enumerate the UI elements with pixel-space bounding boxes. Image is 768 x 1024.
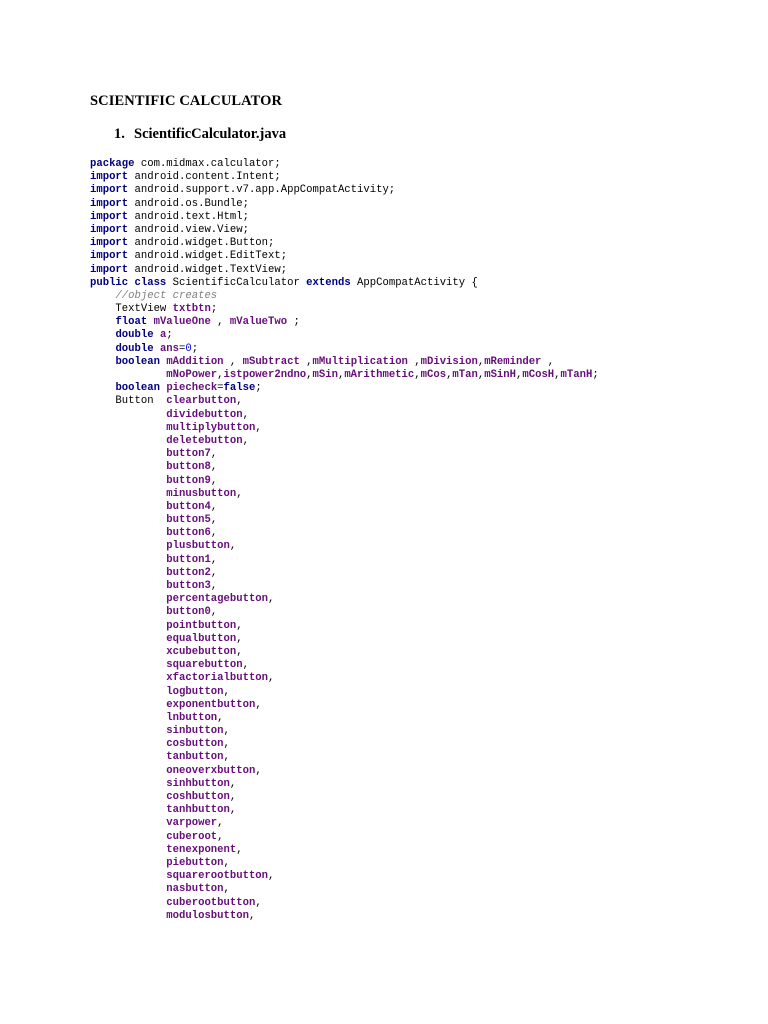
code-token: mTan (452, 369, 478, 381)
code-line (90, 883, 599, 896)
code-line (90, 409, 599, 422)
code-token: import (90, 237, 129, 250)
code-line (90, 343, 599, 356)
code-line (90, 527, 599, 540)
code-token (90, 897, 166, 909)
code-line (90, 448, 599, 461)
code-token: sinbutton (166, 725, 224, 738)
code-token: android.widget.Button; (128, 237, 275, 250)
code-token: plusbutton (166, 540, 230, 553)
code-token: , (223, 856, 230, 869)
code-line (90, 751, 599, 764)
code-token (90, 475, 166, 487)
section-title: ScientificCalculator.java (134, 126, 287, 142)
code-line (90, 158, 599, 171)
code-token (90, 620, 166, 632)
code-token: button7 (166, 448, 211, 461)
code-line (90, 303, 599, 316)
code-token: Button (90, 395, 167, 408)
code-token: squarebutton (166, 659, 243, 672)
code-token: , (541, 355, 555, 368)
code-token (90, 329, 115, 341)
code-token: , (516, 369, 523, 381)
code-token: mCosH (522, 369, 555, 381)
code-token: , (414, 369, 421, 381)
code-token (90, 606, 166, 618)
code-token: cuberoot (166, 830, 218, 843)
code-token (90, 514, 166, 526)
code-line (90, 540, 599, 553)
code-token: import (90, 184, 129, 197)
code-token: , (268, 672, 275, 685)
code-token (90, 567, 166, 579)
code-token: boolean (115, 355, 160, 368)
code-token: cuberootbutton (166, 896, 256, 909)
code-token: ; (210, 303, 218, 316)
code-token: mNoPower (166, 369, 218, 381)
code-token: , (446, 369, 453, 381)
code-token (90, 778, 166, 790)
code-line (90, 224, 599, 237)
code-line (90, 264, 599, 277)
code-line (90, 395, 599, 408)
code-line (90, 870, 599, 883)
code-token: button6 (166, 527, 211, 540)
code-token: mSubtract (242, 355, 300, 368)
code-token: , (242, 659, 249, 672)
code-line (90, 620, 599, 633)
code-line (90, 422, 599, 435)
code-token (90, 817, 166, 829)
code-token: xfactorialbutton (166, 672, 269, 685)
code-token: equalbutton (166, 632, 237, 645)
code-line (90, 475, 599, 488)
code-line (90, 738, 599, 751)
code-line (90, 910, 599, 923)
code-token: , (337, 369, 345, 381)
code-line (90, 171, 599, 184)
code-token: , (236, 632, 243, 645)
code-token (90, 659, 166, 671)
code-line (90, 356, 599, 369)
code-token: , (229, 791, 237, 803)
code-token: , (299, 355, 313, 368)
code-token (90, 672, 166, 684)
code-token (90, 593, 166, 605)
code-token: tanhbutton (166, 804, 230, 817)
code-block (90, 158, 599, 923)
code-token: , (268, 593, 275, 606)
code-token (90, 738, 166, 750)
code-token: , (210, 316, 230, 329)
code-line (90, 686, 599, 699)
code-token (90, 527, 166, 539)
code-token: , (217, 817, 224, 830)
code-token: = (217, 382, 224, 395)
code-token: import (90, 171, 129, 184)
code-token: , (223, 883, 230, 896)
code-token (90, 290, 115, 302)
code-line (90, 567, 599, 580)
code-token (90, 646, 166, 658)
code-line (90, 765, 599, 778)
code-token: mCos (420, 369, 447, 381)
code-line (90, 501, 599, 514)
code-token (90, 844, 166, 856)
code-token: button4 (166, 500, 211, 513)
code-token: , (210, 553, 218, 566)
code-token: percentagebutton (166, 593, 269, 606)
code-token (90, 633, 166, 645)
code-token: float (115, 316, 148, 329)
code-line (90, 593, 599, 606)
code-token: , (223, 751, 230, 764)
code-line (90, 211, 599, 224)
code-line (90, 633, 599, 646)
code-line (90, 606, 599, 619)
code-token: import (90, 263, 129, 276)
code-line (90, 329, 599, 342)
code-token: , (306, 369, 313, 381)
code-token: double (115, 342, 154, 355)
code-line (90, 725, 599, 738)
code-token: clearbutton (166, 395, 237, 408)
code-token: com.midmax.calculator; (134, 158, 281, 170)
code-token: android.content.Intent; (128, 171, 281, 184)
code-token (90, 540, 166, 552)
code-token: varpower (166, 817, 218, 830)
code-token (90, 369, 166, 381)
code-token: import (90, 210, 129, 223)
code-token: exponentbutton (166, 698, 256, 711)
code-token: mValueTwo (229, 316, 288, 329)
code-token: AppCompatActivity { (350, 276, 478, 289)
code-token: squarerootbutton (166, 870, 269, 883)
code-token: minusbutton (166, 487, 237, 500)
code-token: a (159, 329, 167, 342)
code-line (90, 844, 599, 857)
code-token: , (223, 685, 230, 698)
code-token: ; (287, 316, 300, 329)
code-token: , (236, 645, 243, 658)
code-token: mTanH (560, 369, 593, 381)
code-token: tanbutton (166, 751, 224, 764)
code-token: multiplybutton (166, 421, 256, 434)
code-token: mMultiplication (312, 355, 408, 368)
code-token (90, 448, 166, 460)
code-token: , (223, 738, 230, 751)
code-token: , (477, 355, 485, 368)
code-line (90, 554, 599, 567)
code-line (90, 250, 599, 263)
code-token: , (255, 698, 262, 711)
code-token: nasbutton (166, 883, 224, 896)
code-token: , (255, 421, 262, 434)
code-token (90, 791, 166, 803)
code-token: //object creates (115, 289, 218, 302)
code-token: , (242, 434, 249, 447)
code-line (90, 290, 599, 303)
code-token: , (229, 804, 237, 817)
code-token: ; (166, 329, 173, 342)
code-token (90, 488, 166, 500)
code-token: , (217, 369, 224, 381)
code-token: mSin (312, 369, 338, 381)
code-token: button1 (166, 553, 211, 566)
code-token (90, 699, 166, 711)
code-token: import (90, 197, 129, 210)
code-token: oneoverxbutton (166, 764, 256, 777)
code-line (90, 237, 599, 250)
code-token (90, 804, 166, 816)
code-token: button5 (166, 514, 211, 527)
code-token: , (268, 870, 275, 883)
code-token: piebutton (166, 856, 224, 869)
code-token (90, 356, 115, 368)
code-token: android.widget.EditText; (128, 250, 288, 263)
code-token (90, 686, 166, 698)
code-token: button2 (166, 566, 211, 579)
code-token: logbutton (166, 685, 224, 698)
code-line (90, 672, 599, 685)
code-token: , (210, 500, 218, 513)
code-token: istpower2ndno (223, 369, 307, 381)
code-token: ; (592, 369, 599, 381)
code-token: android.os.Bundle; (128, 197, 249, 210)
code-token (90, 883, 166, 895)
code-token: , (210, 448, 218, 461)
code-token (90, 501, 166, 513)
code-token: dividebutton (166, 408, 243, 421)
code-token: , (210, 474, 218, 487)
code-token: , (217, 830, 224, 843)
code-token: android.widget.TextView; (128, 263, 288, 276)
code-token: piecheck (166, 382, 218, 395)
code-token: , (236, 395, 243, 408)
code-token (90, 382, 115, 394)
code-line (90, 580, 599, 593)
code-token: cosbutton (166, 738, 224, 751)
code-line (90, 198, 599, 211)
code-token (90, 554, 166, 566)
code-token: extends (306, 276, 351, 289)
code-token (90, 461, 166, 473)
code-token: button3 (166, 580, 211, 592)
code-token: = (179, 342, 186, 355)
code-token: android.view.View; (128, 223, 249, 236)
code-token: , (236, 619, 243, 632)
code-token: import (90, 250, 129, 263)
code-token: double (115, 329, 154, 342)
code-token: pointbutton (166, 619, 237, 632)
code-token (90, 316, 115, 328)
code-token: , (217, 711, 224, 724)
code-token: , (407, 355, 421, 368)
code-token: button9 (166, 474, 211, 487)
code-token: android.text.Html; (128, 210, 249, 223)
code-line (90, 659, 599, 672)
code-token: package (90, 158, 135, 170)
code-token: , (210, 514, 218, 527)
code-token: public class (90, 276, 167, 289)
code-token: , (210, 580, 218, 592)
code-token: , (210, 566, 218, 579)
code-line (90, 897, 599, 910)
code-token (90, 831, 166, 843)
code-token: android.support.v7.app.AppCompatActivity; (128, 184, 396, 197)
code-line (90, 857, 599, 870)
code-line (90, 646, 599, 659)
code-token: lnbutton (166, 711, 218, 724)
code-line (90, 791, 599, 804)
code-line (90, 817, 599, 830)
code-token (90, 910, 166, 922)
code-token: , (223, 725, 230, 738)
code-line (90, 712, 599, 725)
section-heading (114, 126, 286, 143)
code-token: mArithmetic (344, 369, 415, 381)
code-token: mAddition (166, 355, 224, 368)
code-token: false (223, 382, 256, 395)
code-token: ScientificCalculator (166, 276, 307, 289)
code-token: xcubebutton (166, 645, 237, 658)
code-token: , (554, 369, 561, 381)
code-line (90, 804, 599, 817)
code-token: mReminder (484, 355, 542, 368)
code-line (90, 435, 599, 448)
code-token (90, 422, 166, 434)
code-line (90, 514, 599, 527)
code-token: , (255, 764, 262, 777)
code-token: , (236, 843, 243, 856)
code-token: ; (255, 382, 262, 395)
code-line (90, 369, 599, 382)
code-line (90, 699, 599, 712)
code-token: mSinH (484, 369, 517, 381)
code-token: modulosbutton (166, 909, 249, 922)
code-token: , (242, 408, 249, 421)
code-line (90, 316, 599, 329)
code-token: button0 (166, 606, 211, 619)
code-token: deletebutton (166, 434, 243, 447)
code-token (90, 857, 166, 869)
code-token: mDivision (420, 355, 478, 368)
code-token: coshbutton (166, 791, 230, 803)
code-token: ans (159, 342, 180, 355)
code-token (90, 725, 166, 737)
code-token: , (210, 461, 218, 474)
code-token (90, 712, 166, 724)
code-token: sinhbutton (166, 777, 230, 790)
code-token (90, 870, 166, 882)
code-token: boolean (115, 382, 160, 395)
code-token: , (477, 369, 485, 381)
code-token: button8 (166, 461, 211, 474)
code-token: txtbtn (172, 303, 211, 316)
code-token: import (90, 223, 129, 236)
code-token: , (229, 777, 237, 790)
code-token: , (236, 487, 243, 500)
code-token: , (248, 909, 256, 922)
code-token: , (210, 527, 218, 540)
code-line (90, 778, 599, 791)
code-line (90, 184, 599, 197)
code-token: 0 (185, 342, 192, 355)
code-line (90, 277, 599, 290)
code-token: tenexponent (166, 843, 237, 856)
document-title: SCIENTIFIC CALCULATOR (90, 93, 283, 109)
code-line (90, 831, 599, 844)
code-line (90, 461, 599, 474)
code-line (90, 488, 599, 501)
section-number: 1. (114, 126, 125, 142)
code-token: mValueOne (153, 316, 211, 329)
code-token (90, 409, 166, 421)
code-token: , (223, 355, 243, 368)
code-token: TextView (90, 303, 173, 316)
code-line (90, 382, 599, 395)
code-token (90, 435, 166, 447)
code-token (90, 751, 166, 763)
code-token (90, 765, 166, 777)
code-token (90, 580, 166, 592)
code-token: ; (191, 342, 199, 355)
code-token (90, 343, 115, 355)
code-token: , (229, 540, 237, 553)
code-token: , (210, 606, 218, 619)
code-token: , (255, 896, 262, 909)
